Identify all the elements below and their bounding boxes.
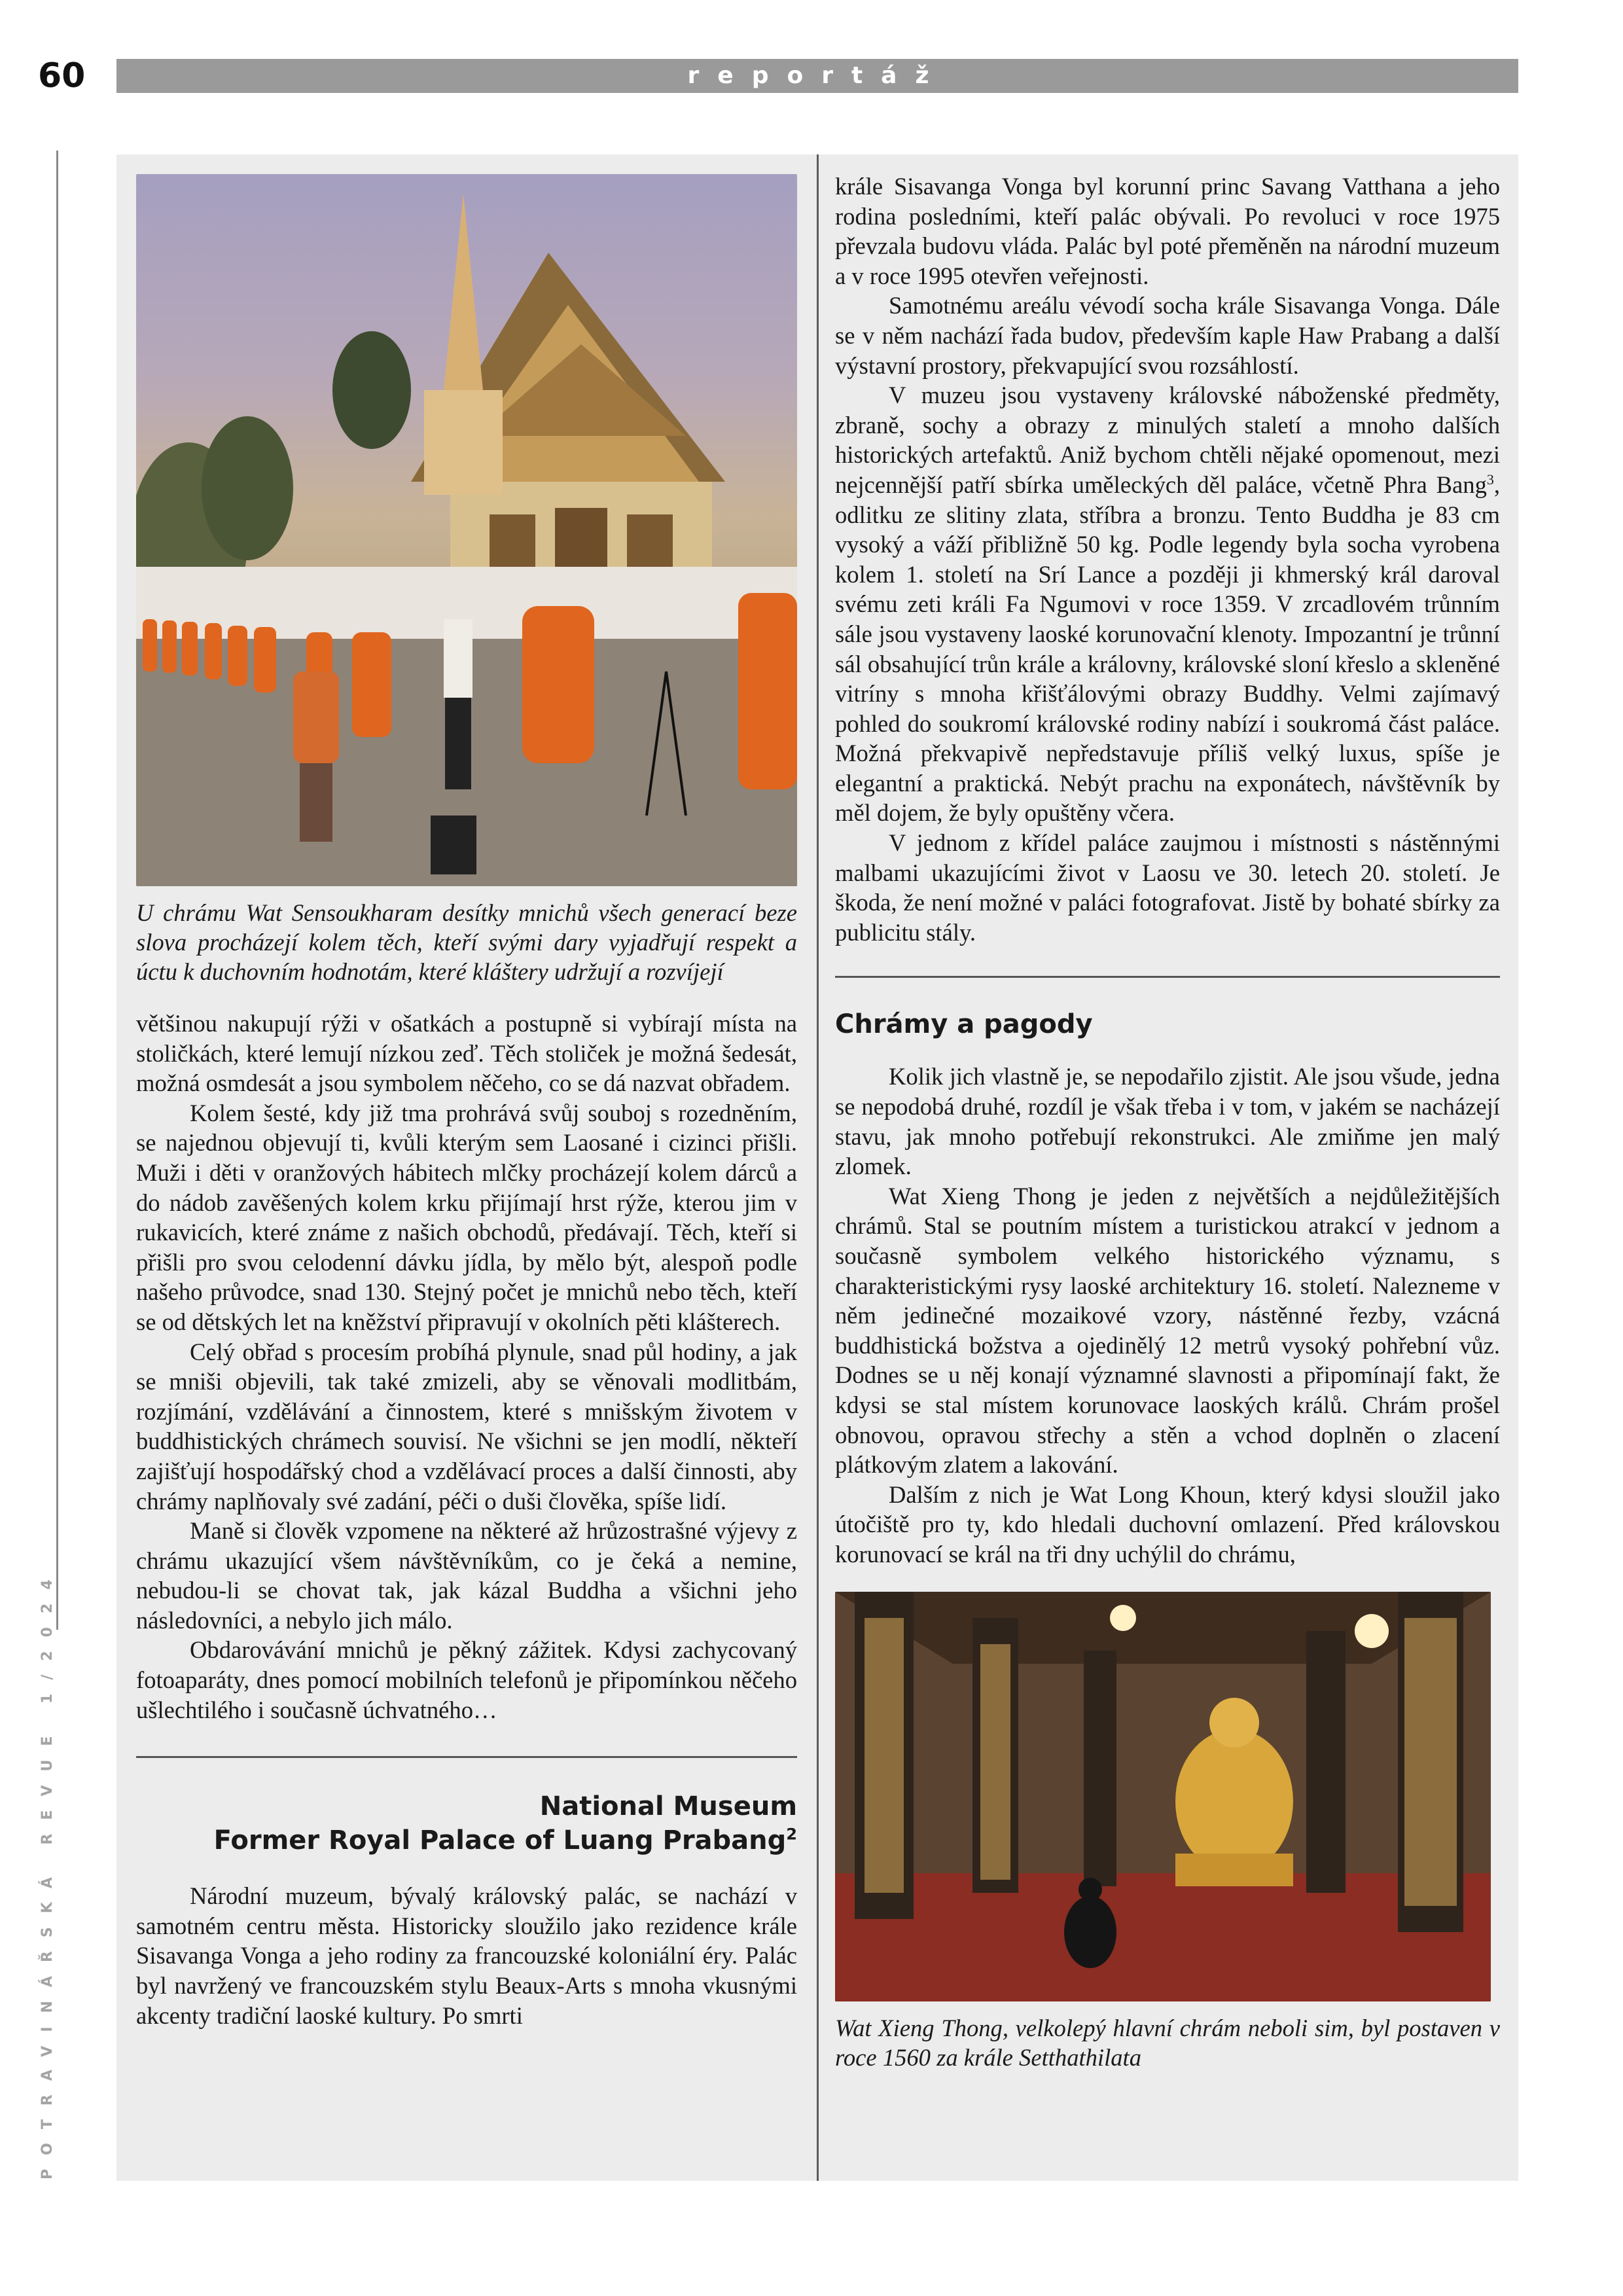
right-paragraph-3-start: V muzeu jsou vystaveny královské náboženské předměty, zbraně, sochy a obrazy z minulých staletí a mnoho dalších historických artefaktů. Aniž bychom chtěli nějaké opomenout, mezi nejcennější patří sbírka uměleckých děl paláce, včetně Phra Bang — [835, 382, 1500, 498]
side-rule — [56, 151, 58, 1630]
right-paragraph-4: V jednom z křídel paláce zaujmou i místnosti s nástěnnými malbami ukazujícími život v Laosu ve 30. letech 20. století. Je škoda, že není možné v paláci fotografovat. Jistě by bohaté sbírky za publicitu stály. — [835, 829, 1500, 946]
left-paragraph-1: většinou nakupují rýži v ošatkách a postupně si vybírají místa na stoličkách, které lemují nízkou zeď. Těch stoliček je možná šedesát, možná osmdesát a jsou symbolem něčeho, co se dá nazvat obřadem. — [136, 1010, 797, 1097]
footnote-ref-2: 2 — [786, 1825, 797, 1844]
heading-temples-pagodas: Chrámy a pagody — [835, 1009, 1093, 1040]
right-paragraph-2: Samotnému areálu vévodí socha krále Sisavanga Vonga. Dále se v něm nachází řada budov, především kaple Haw Prabang a další výstavní prostory, překvapující svou rozsáhlostí. — [835, 292, 1500, 379]
left-paragraph-3: Celý obřad s procesím probíhá plynule, snad půl hodiny, a jak se mniši objevili, tak také zmizeli, aby se věnovali modlitbám, rozjímání, vzdělávání a činnostem, které s mnišským životem v buddhistických chrámech souvisí. Ne všichni se jen modlí, někteří zajišťují hospodářský chod a vzdělávací proces a další činnosti, aby chrámy naplňovaly své zadání, péči o duši člověka, spíše lidí. — [136, 1338, 797, 1515]
photo-temple-interior-illustration — [835, 1592, 1491, 2001]
right-paragraph-3 — [835, 380, 1500, 828]
heading-national-museum — [136, 1789, 797, 1857]
museum-paragraph: Národní muzeum, bývalý královský palác, se nachází v samotném centru města. Historicky sloužilo jako rezidence krále Sisavanga Vonga a jeho rodiny za francouzské koloniální éry. Palác byl navržený ve francouzském stylu Beaux-Arts s mnoha vkusnými akcenty tradiční laoské kultury. Po smrti — [136, 1882, 797, 2029]
page-number: 60 — [38, 56, 86, 96]
photo-monks-illustration — [136, 174, 797, 886]
temple-paragraph-2: Wat Xieng Thong je jeden z největších a nejdůležitějších chrámů. Stal se poutním místem a turistickou atrakcí v jednom a současně symbolem velkého historického významu, s charakteristickými rysy laoské architektury 16. století. Nalezneme v něm jedinečné mozaikové vzory, nástěnné řezby, vzácná buddhistická božstva a ojedinělý 12 metrů vysoký pohřební vůz. Dodnes se u něj konají významné slavnosti a připomínají fakt, že kdysi se stal místem korunovace laoských králů. Chrám prošel obnovou, opravou střechy a stěn a vchod doplněn o zlacení plátkovým zlatem a lakování. — [835, 1182, 1500, 1479]
photo-wat-xieng-thong-interior — [835, 1592, 1491, 2001]
section-header-bar — [116, 59, 1518, 93]
left-paragraph-2: Kolem šesté, kdy již tma prohrává svůj souboj s rozedněním, se najednou objevují ti, kvůli kterým sem Laosané i cizinci přišli. Muži i děti v oranžových hábitech mlčky procházejí kolem dárců a do nádob zavěšených kolem krku přijímají hrst rýže, kterou jim v rukavicích, které známe z našich obchodů, předávají. Těch, kteří si přišli pro svou celodenní dávku jídla, by mělo být, alespoň podle našeho průvodce, snad 130. Stejný počet je mnichů nebo těch, kteří se od dětských let na kněžství připravují v okolních pěti klášterech. — [136, 1099, 797, 1335]
caption-monks-photo: U chrámu Wat Sensoukharam desítky mnichů všech generací beze slova procházejí kolem těch, kteří svými dary vyjadřují respekt a úctu k duchovním hodnotám, které kláštery udržují a rozvíjejí — [136, 899, 797, 985]
caption-temple-photo: Wat Xieng Thong, velkolepý hlavní chrám neboli sim, byl postaven v roce 1560 za krále Setthathilata — [835, 2014, 1500, 2071]
right-column — [835, 171, 1500, 2072]
left-column — [136, 171, 797, 2030]
left-paragraph-4: Maně si člověk vzpomene na některé až hrůzostrašné výjevy z chrámu ukazující všem návštěvníkům, co je čeká a nemine, nebudou-li se chovat tak, jak kázal Buddha a všichni jeho následovníci, a nebylo jich málo. — [136, 1517, 797, 1634]
column-divider — [817, 154, 819, 2181]
temple-paragraph-1: Kolik jich vlastně je, se nepodařilo zjistit. Ale jsou všude, jedna se nepodobá druhé, rozdíl je však třeba i v tom, v jakém se nacházejí stavu, jak mnoho potřebují rekonstrukci. Ale zmiňme jen malý zlomek. — [835, 1063, 1500, 1180]
magazine-side-title: POTRAVINÁŘSKÁ REVUE 1/2024 — [39, 1566, 56, 2179]
section-title: reportáž — [687, 62, 948, 89]
footnote-ref-3: 3 — [1486, 471, 1494, 488]
heading-national-museum-line1: National Museum — [539, 1791, 797, 1822]
heading-national-museum-line2: Former Royal Palace of Luang Prabang — [213, 1825, 787, 1856]
temple-paragraph-3: Dalším z nich je Wat Long Khoun, který kdysi sloužil jako útočiště pro ty, kdo hledali duchovní omlazení. Před královskou korunovací se král na tři dny uchýlil do chrámu, — [835, 1480, 1500, 1568]
right-paragraph-3-end: , odlitku ze slitiny zlata, stříbra a bronzu. Tento Buddha je 83 cm vysoký a váží přibližně 50 kg. Podle legendy byla socha vyrobena kolem 1. století na Srí Lance a později ji khmerský král daroval svému zeti králi Fa Ngumovi v roce 1359. V zrcadlovém trůnním sále jsou vystaveny laoské korunovační klenoty. Impozantní je trůnní sál obsahující trůn krále a královny, královské sloní křeslo a skleněné vitríny s mnoha křišťálovými obrazy Buddhy. Velmi zajímavý pohled do soukromí královské rodiny nabízí i soukromá část paláce. Možná překvapivě nepředstavuje příliš velký luxus, spíše je elegantní a praktická. Nebýt prachu na exponátech, návštěvník by měl dojem, že byly opuštěny včera. — [835, 471, 1500, 827]
photo-monks-procession — [136, 174, 797, 886]
left-paragraph-5: Obdarovávání mnichů je pěkný zážitek. Kdysi zachycovaný fotoaparáty, dnes pomocí mobilních telefonů je připomínkou něčeho ušlechtilého i současně úchvatného… — [136, 1636, 797, 1723]
right-paragraph-1: krále Sisavanga Vonga byl korunní princ Savang Vatthana a jeho rodina posledními, kteří palác obývali. Po revoluci v roce 1975 převzala budovu vláda. Palác byl poté přeměněn na národní muzeum a v roce 1995 otevřen veřejnosti. — [835, 173, 1500, 289]
